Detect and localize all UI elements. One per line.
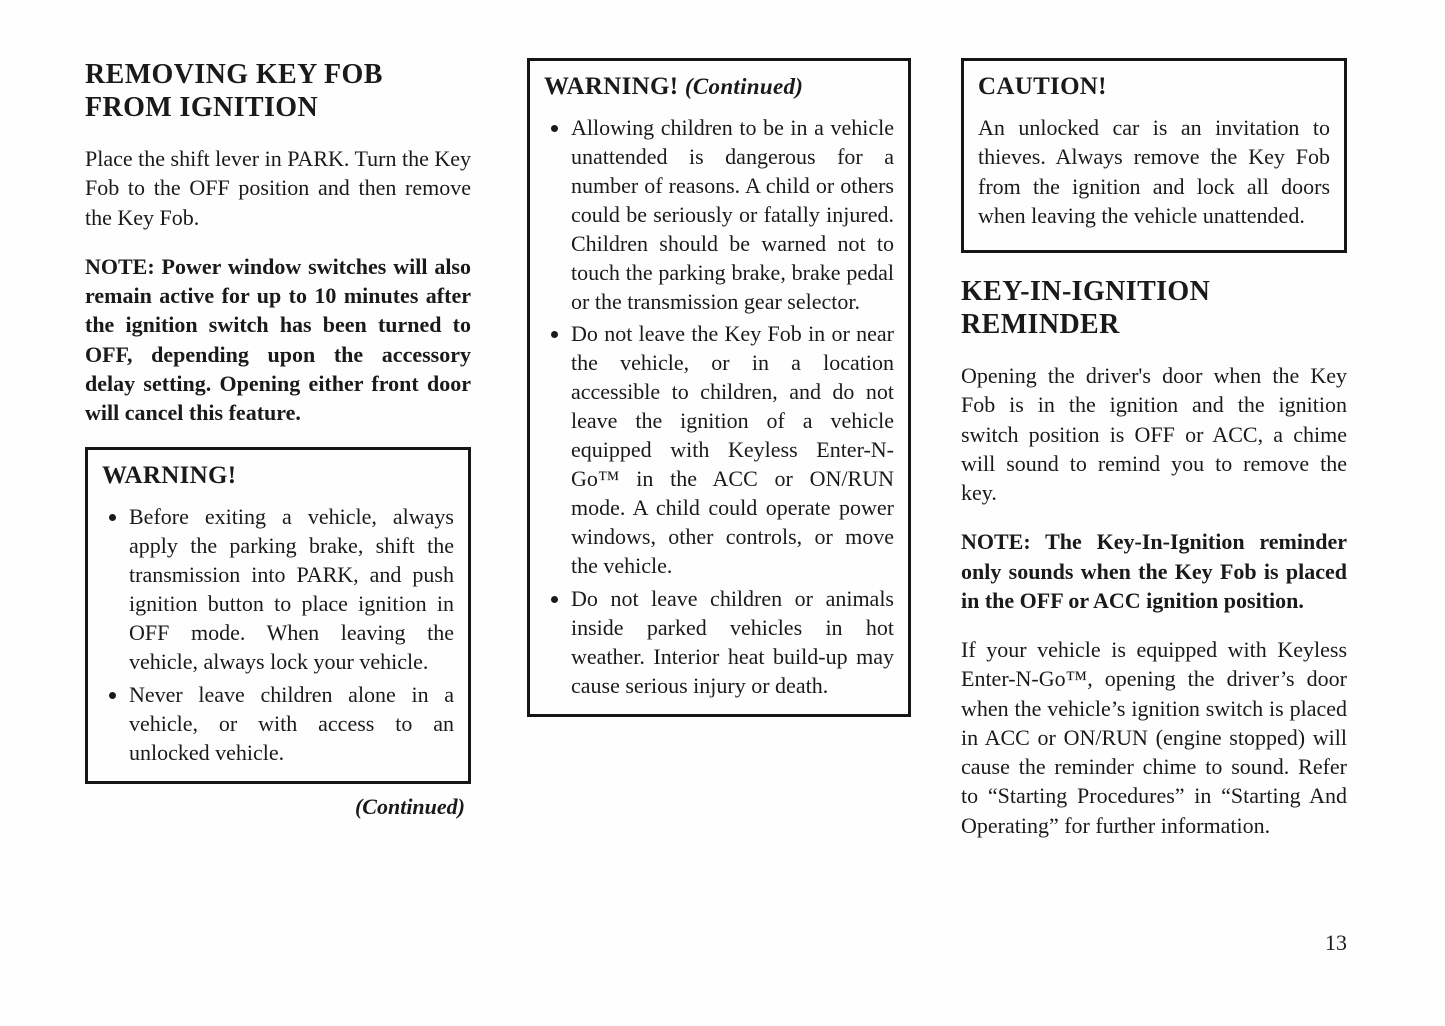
warning-box-1 <box>85 447 471 783</box>
warning-box-2-list <box>544 113 894 700</box>
paragraph-keyless-enter-n-go: If your vehicle is equipped with Keyless Enter-N-Go™, opening the driver’s door when the vehicle’s ignition switch is placed in ACC or ON/RUN (engine stopped) will cause the reminder chime to sound. Refer to “Starting Procedures” in “Starting And Operating” for further information. <box>961 637 1347 838</box>
note-key-in-ignition: NOTE: The Key-In-Ignition reminder only sounds when the Key Fob is placed in the OFF or ACC ignition position. <box>961 529 1347 613</box>
continued-label: (Continued) <box>354 793 465 819</box>
paragraph-chime-reminder: Opening the driver's door when the Key Fob is in the ignition and the ignition switch position is OFF or ACC, a chime will sound to remind you to remove the key. <box>961 363 1347 506</box>
column-3 <box>961 58 1347 860</box>
warning-bullet: • Allowing children to be in a vehicle unattended is dangerous for a number of reasons. A child or others could be seriously or fatally injured. Children should be warned not to touch the parking brake, brake pedal or the transmission gear selector. <box>571 113 894 316</box>
warning-title-text: WARNING! <box>102 462 237 490</box>
section-heading-key-in-ignition: KEY-IN-IGNITION REMINDER <box>961 276 1211 341</box>
warning-box-2 <box>527 58 911 717</box>
warning-bullet: • Do not leave the Key Fob in or near the vehicle, or in a location accessible to children, and do not leave the ignition of a vehicle equipped with Keyless Enter-N-Go™ in the ACC or ON/RUN mode. A child could operate power windows, other controls, or move the vehicle. <box>571 319 894 580</box>
warning-bullet: • Do not leave children or animals inside parked vehicles in hot weather. Interior heat build-up may cause serious injury or death. <box>571 584 894 700</box>
warning-box-1-title <box>102 462 454 490</box>
caution-title-text: CAUTION! <box>978 73 1107 100</box>
page-number: 13 <box>1325 930 1347 955</box>
warning-box-2-title <box>544 73 894 101</box>
note-power-window: NOTE: Power window switches will also remain active for up to 10 minutes after the ignition switch has been turned to OFF, depending upon the accessory delay setting. Opening either front door will cancel this feature. <box>85 253 471 426</box>
warning-title-continued: (Continued) <box>684 74 804 99</box>
warning-title-text: WARNING! <box>544 73 679 100</box>
section-heading-removing-key-fob: REMOVING KEY FOB FROM IGNITION <box>85 59 383 124</box>
column-1 <box>85 58 471 820</box>
caution-body-text: An unlocked car is an invitation to thieves. Always remove the Key Fob from the ignition and lock all doors when leaving the vehicle unattended. <box>978 115 1330 228</box>
warning-bullet: • Never leave children alone in a vehicle, or with access to an unlocked vehicle. <box>129 680 454 767</box>
column-2 <box>527 58 911 717</box>
warning-box-1-list <box>102 502 454 766</box>
paragraph-remove-key-fob: Place the shift lever in PARK. Turn the Key Fob to the OFF position and then remove the Key Fob. <box>85 146 471 230</box>
caution-box <box>961 58 1347 253</box>
caution-box-title <box>978 73 1330 101</box>
warning-bullet: • Before exiting a vehicle, always apply the parking brake, shift the transmission into PARK, and push ignition button to place ignition in OFF mode. When leaving the vehicle, always lock your vehicle. <box>129 502 454 676</box>
